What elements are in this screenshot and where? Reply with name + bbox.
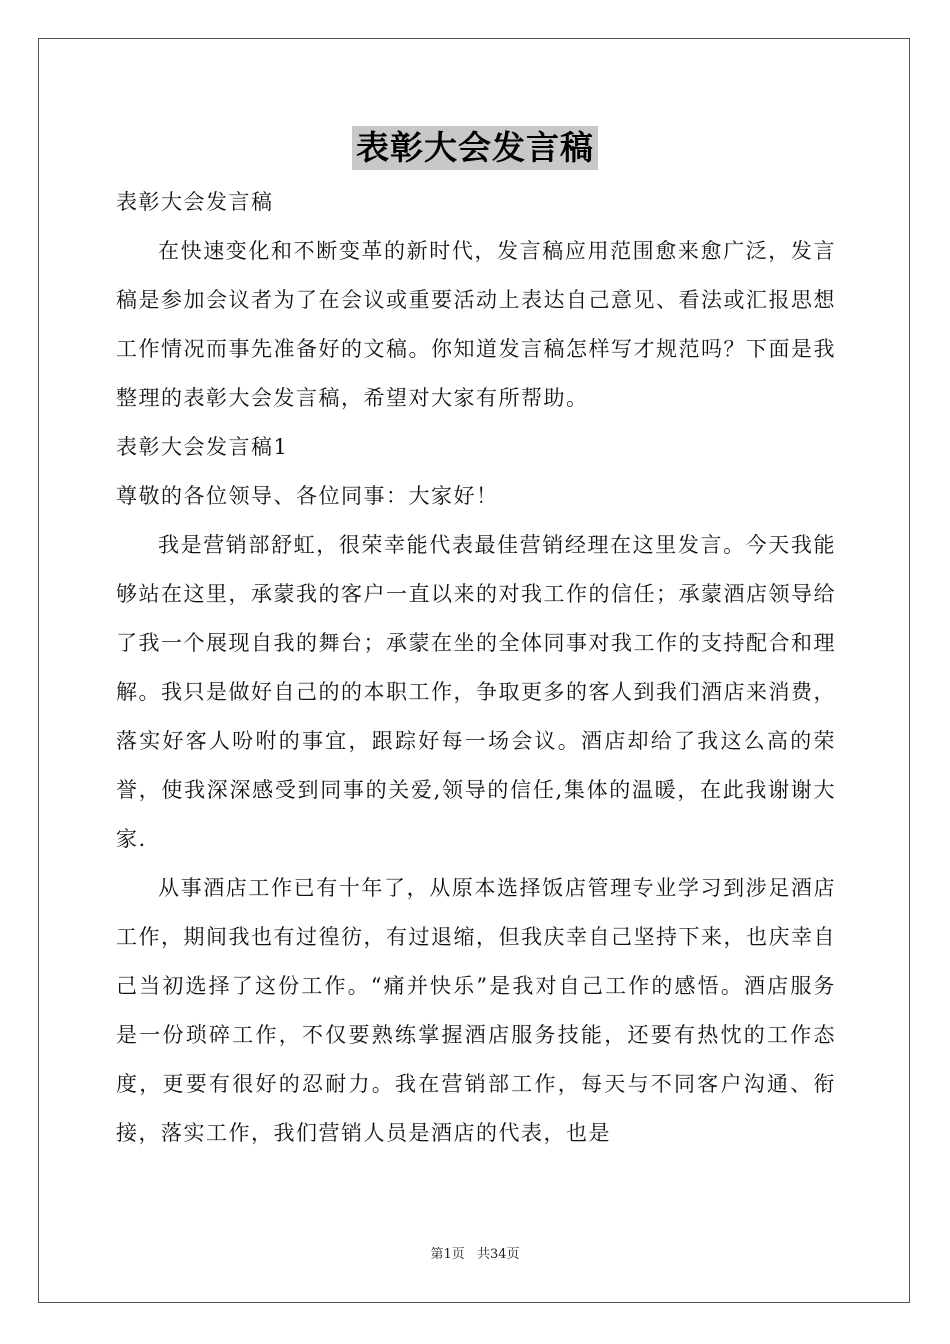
document-body [116,178,836,1158]
body-paragraph-2: 从事酒店工作已有十年了，从原本选择饭店管理专业学习到涉足酒店工作，期间我也有过徨彷，有过退缩，但我庆幸自己坚持下来，也庆幸自己当初选择了这份工作。“痛并快乐”是我对自己工作的感悟。酒店服务是一份琐碎工作，不仅要熟练掌握酒店服务技能，还要有热忱的工作态度，更要有很好的忍耐力。我在营销部工作，每天与不同客户沟通、衔接，落实工作，我们营销人员是酒店的代表，也是 [116,876,836,1145]
title-container [0,126,950,170]
body-paragraph-1: 我是营销部舒虹，很荣幸能代表最佳营销经理在这里发言。今天我能够站在这里，承蒙我的客户一直以来的对我工作的信任；承蒙酒店领导给了我一个展现自我的舞台；承蒙在坐的全体同事对我工作的支持配合和理解。我只是做好自己的的本职工作，争取更多的客人到我们酒店来消费，落实好客人吩咐的事宜，跟踪好每一场会议。酒店却给了我这么高的荣誉，使我深深感受到同事的关爱,领导的信任,集体的温暖，在此我谢谢大家. [116,533,836,851]
greeting-line: 尊敬的各位领导、各位同事：大家好！ [116,484,499,508]
page-footer [0,1246,950,1264]
document-subtitle: 表彰大会发言稿 [116,190,274,214]
document-title: 表彰大会发言稿 [352,126,598,170]
intro-paragraph: 在快速变化和不断变革的新时代，发言稿应用范围愈来愈广泛，发言稿是参加会议者为了在会议或重要活动上表达自己意见、看法或汇报思想工作情况而事先准备好的文稿。你知道发言稿怎样写才规范吗？下面是我整理的表彰大会发言稿，希望对大家有所帮助。 [116,239,836,410]
total-pages: 共34页 [476,1247,520,1262]
page-number: 第1页 [430,1247,465,1262]
section-heading: 表彰大会发言稿1 [116,435,289,459]
